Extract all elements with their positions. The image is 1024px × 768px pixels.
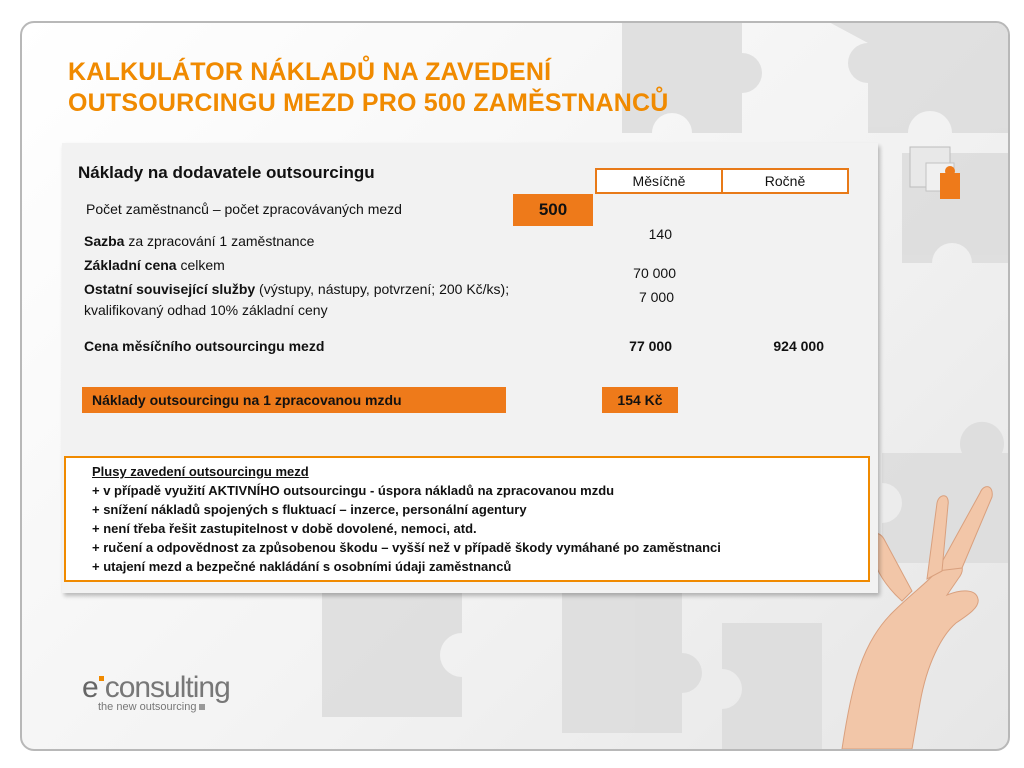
base-value: 70 000 — [633, 265, 676, 281]
benefit-item: + ručení a odpovědnost za způsobenou škodu – vyšší než v případě škody vymáhané po zaměstnanci — [92, 540, 721, 555]
title-line-2: OUTSOURCINGU MEZD PRO 500 ZAMĚSTNANCŮ — [68, 89, 669, 117]
other-label-bold: Ostatní související služby — [84, 281, 256, 297]
per-payroll-value: 154 Kč — [602, 387, 678, 413]
other-label-rest: (výstupy, nástupy, potvrzení; 200 Kč/ks); — [255, 281, 510, 297]
logo-dot-icon — [99, 676, 104, 681]
rate-row-label — [84, 233, 314, 249]
logo-main-text: consulting — [104, 671, 230, 704]
total-label: Cena měsíčního outsourcingu mezd — [84, 338, 325, 354]
logo-subtitle: the new outsourcing — [98, 701, 197, 713]
benefits-title: Plusy zavedení outsourcingu mezd — [92, 464, 309, 479]
logo-e: e — [82, 671, 98, 704]
rate-label-bold: Sazba — [84, 233, 125, 249]
benefit-item: + není třeba řešit zastupitelnost v době dovolené, nemoci, atd. — [92, 521, 477, 536]
base-label-bold: Základní cena — [84, 257, 177, 273]
employees-label: Počet zaměstnanců – počet zpracovávaných mezd — [86, 201, 402, 217]
benefits-box — [64, 456, 870, 582]
column-header-yearly: Ročně — [721, 168, 849, 194]
rate-label-rest: za zpracování 1 zaměstnance — [124, 233, 315, 249]
total-monthly-value: 77 000 — [629, 338, 672, 354]
other-row-label — [84, 281, 509, 297]
total-yearly-value: 924 000 — [773, 338, 824, 354]
logo-square-icon — [199, 704, 205, 710]
benefit-item: + v případě využití AKTIVNÍHO outsourcingu - úspora nákladů na zpracovanou mzdu — [92, 483, 615, 498]
slide-frame — [20, 21, 1010, 751]
other-value: 7 000 — [638, 289, 674, 305]
employees-value: 500 — [513, 194, 593, 226]
page-title — [68, 57, 768, 119]
per-payroll-label: Náklady outsourcingu na 1 zpracovanou mzdu — [82, 387, 506, 413]
other-row-label-line2: kvalifikovaný odhad 10% základní ceny — [84, 302, 328, 318]
column-header-monthly: Měsíčně — [595, 168, 723, 194]
base-row-label — [84, 257, 225, 273]
base-label-rest: celkem — [176, 257, 225, 273]
benefit-item: + snížení nákladů spojených s fluktuací – inzerce, personální agentury — [92, 502, 527, 517]
econsulting-logo — [82, 671, 230, 713]
rate-value: 140 — [648, 226, 672, 242]
title-line-1: KALKULÁTOR NÁKLADŮ NA ZAVEDENÍ — [68, 58, 552, 86]
section-heading: Náklady na dodavatele outsourcingu — [78, 163, 375, 182]
benefit-item: + utajení mezd a bezpečné nakládání s osobními údaji zaměstnanců — [92, 559, 512, 574]
